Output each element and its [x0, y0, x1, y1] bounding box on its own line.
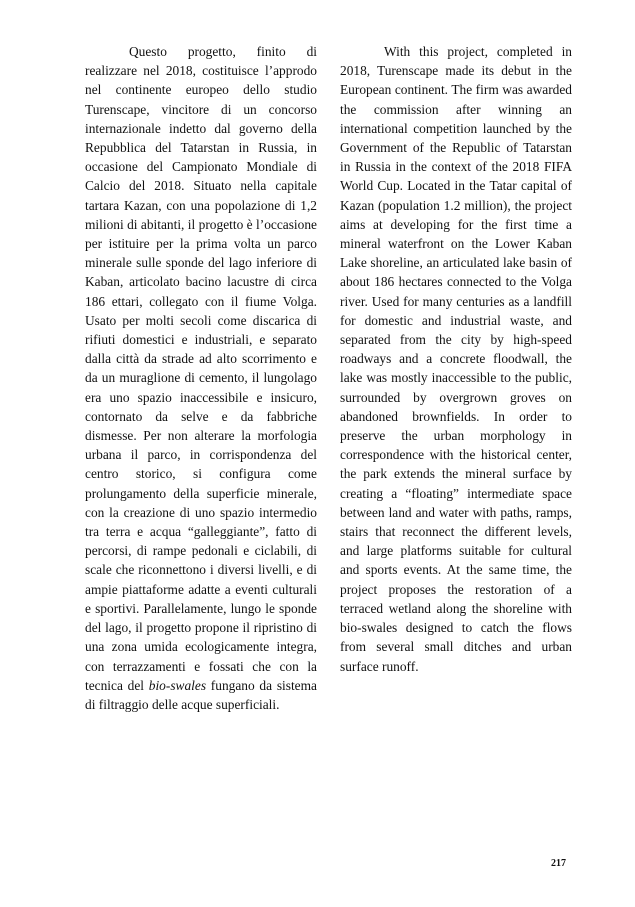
- italic-term-bio-swales: bio-swales: [148, 677, 207, 693]
- italian-paragraph-text: Questo progetto, finito di realizzare nel 2018, costituisce l’approdo nel continente europeo dello studio Turenscape, vincitore di un concorso internazionale indetto dal governo della Repubblica del Tatarstan in Russia, in occasione del Campionato Mondiale di Calcio del 2018. Situato nella capitale tartara Kazan, con una popolazione di 1,2 milioni di abitanti, il progetto è l’occasione per istituire per la prima volta un parco minerale sulle sponde del lago inferiore di Kaban, articolato bacino lacustre di circa 186 ettari, collegato con il fiume Volga. Usato per molti secoli come discarica di rifiuti domestici e industriali, e separato dalla città da strade ad alto scorrimento e da un muraglione di cemento, il lungolago era uno spazio inaccessibile e insicuro, contornato da selve e da fabbriche dismesse. Per non alterare la morfologia urbana il parco, in corrispondenza del centro storico, si configura come prolungamento della superficie minerale, con la creazione di uno spazio intermedio tra terra e acqua “galleggiante”, fatto di percorsi, di rampe pedonali e ciclabili, di scale che riconnettono i diversi livelli, e di ampie piattaforme adatte a eventi culturali e sportivi. Parallelamente, lungo le sponde del lago, il progetto propone il ripristino di una zona umida ecologicamente integra, con terrazzamenti e fossati che con la tecnica del: [85, 44, 317, 693]
- italian-paragraph-ending: fungano da sistema di filtraggio delle acque superficiali.: [85, 677, 317, 712]
- italian-paragraph: [85, 42, 317, 714]
- english-paragraph: With this project, completed in 2018, Turenscape made its debut in the European continent. The firm was awarded the commission after winning an international competition launched by the Government of the Republic of Tatarstan in Russia in the context of the 2018 FIFA World Cup. Located in the Tatar capital of Kazan (population 1.2 million), the project aims at developing for the first time a mineral waterfront on the Lower Kaban Lake shoreline, an articulated lake basin of about 186 hectares connected to the Volga river. Used for many centuries as a landfill for domestic and industrial waste, and separated from the city by high-speed roadways and a concrete floodwall, the lake was mostly inaccessible to the public, surrounded by overgrown groves on abandoned brownfields. In order to preserve the urban morphology in correspondence with the historical center, the park extends the mineral surface by creating a “floating” intermediate space between land and water with paths, ramps, stairs that reconnect the different levels, and large platforms suitable for cultural and sports events. At the same time, the project proposes the restoration of a terraced wetland along the shoreline with bio-swales designed to catch the flows from several small ditches and urban surface runoff.: [340, 44, 572, 674]
- page-number: 217: [551, 858, 566, 869]
- italian-text-column: [85, 42, 317, 714]
- english-text-column: [340, 42, 572, 676]
